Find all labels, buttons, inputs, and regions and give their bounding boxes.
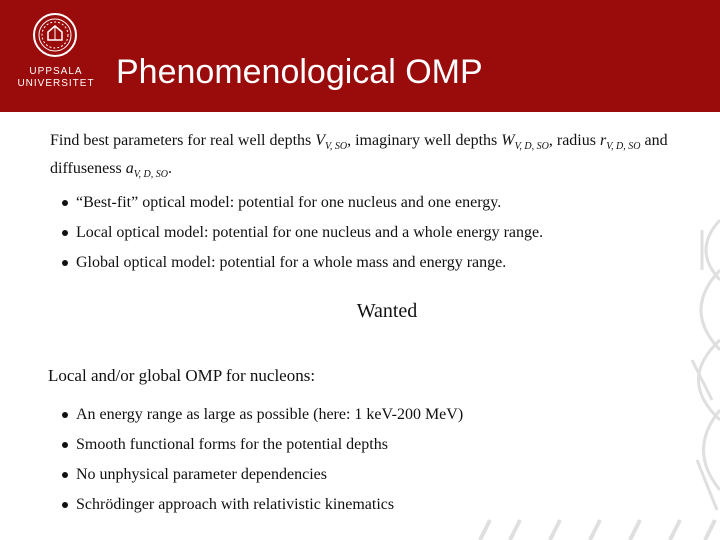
intro-text-4: and diffuseness (50, 132, 668, 178)
university-logo (14, 10, 98, 100)
list-item-text: An energy range as large as possible (here: 1 keV-200 MeV) (76, 406, 464, 423)
section-heading-wanted: Wanted (356, 300, 418, 322)
intro-text-2: , imaginary well depths (347, 132, 502, 149)
slide-header (0, 0, 720, 112)
symbol-a-subscript: V, D, SO (133, 169, 168, 181)
intro-text-1: Find best parameters for real well depths (50, 132, 316, 149)
list-item-text: Global optical model: potential for a whole mass and energy range. (76, 254, 507, 271)
logo-line-2: UNIVERSITET (17, 78, 95, 89)
slide-title: Phenomenological OMP (116, 53, 483, 91)
symbol-v-subscript: V, SO (325, 141, 348, 153)
university-seal-icon (32, 12, 78, 58)
symbol-w: W (501, 132, 515, 149)
list-item-text: “Best-fit” optical model: potential for one nucleus and one energy. (76, 194, 502, 211)
list-item-text: No unphysical parameter dependencies (76, 466, 328, 483)
bullet-icon (62, 412, 68, 418)
bullet-icon (62, 230, 68, 236)
requirements-list (58, 405, 698, 525)
list-item (58, 495, 698, 525)
requirements-subheading: Local and/or global OMP for nucleons: (48, 366, 316, 385)
symbol-r: r (599, 132, 607, 149)
list-item (58, 435, 698, 465)
list-item-text: Smooth functional forms for the potential depths (76, 436, 388, 453)
list-item-text: Local optical model: potential for one nucleus and a whole energy range. (76, 224, 544, 241)
symbol-w-subscript: V, D, SO (514, 141, 549, 153)
model-types-list (58, 193, 698, 283)
bullet-icon (62, 260, 68, 266)
bullet-icon (62, 200, 68, 206)
intro-text-3: , radius (548, 132, 600, 149)
intro-paragraph (50, 130, 690, 186)
intro-text-5: . (167, 160, 172, 178)
bullet-icon (62, 502, 68, 508)
list-item (58, 405, 698, 435)
list-item (58, 465, 698, 495)
list-item-text: Schrödinger approach with relativistic kinematics (76, 496, 395, 513)
list-item (58, 223, 698, 253)
bullet-icon (62, 442, 68, 448)
symbol-v: V (315, 132, 326, 149)
symbol-r-subscript: V, D, SO (606, 141, 641, 153)
list-item (58, 193, 698, 223)
list-item (58, 253, 698, 283)
logo-line-1: UPPSALA (29, 66, 83, 77)
bullet-icon (62, 472, 68, 478)
symbol-a: a (125, 160, 134, 178)
